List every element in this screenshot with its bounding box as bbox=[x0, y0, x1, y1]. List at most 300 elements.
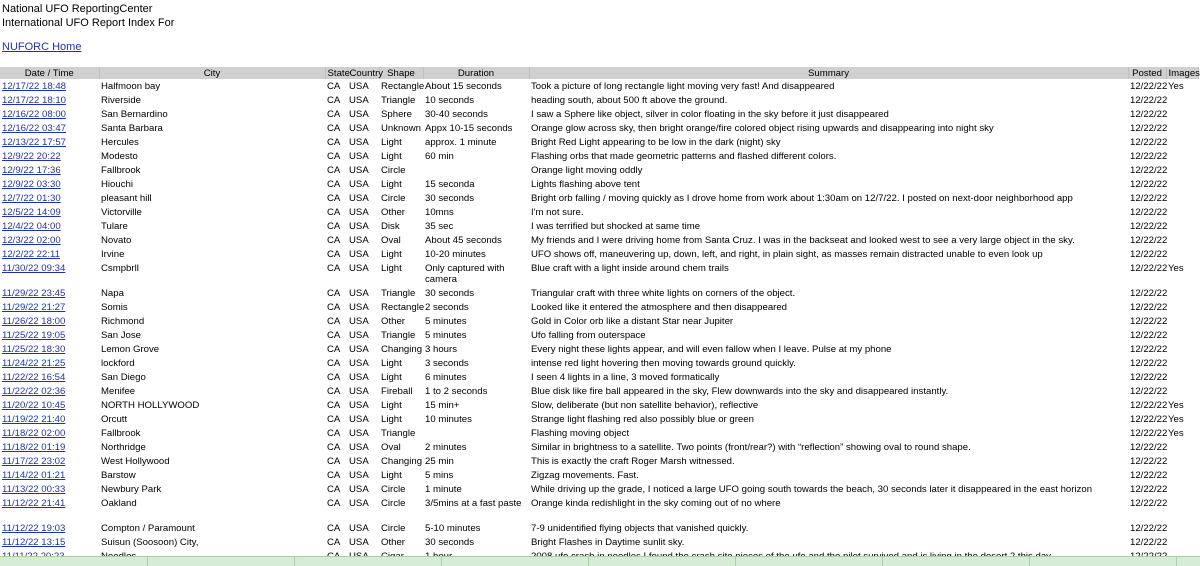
cell-summary: Orange glow across sky, then bright orange/fire colored object rising upwards and disappearing into night sky bbox=[531, 122, 994, 134]
cell-duration: Only captured with camera bbox=[425, 262, 505, 285]
report-date-link[interactable]: 11/22/22 16:54 bbox=[2, 371, 66, 383]
cell-country: USA bbox=[349, 483, 369, 495]
cell-images bbox=[1166, 496, 1198, 521]
cell-posted: 12/22/22 bbox=[1130, 343, 1168, 355]
cell-shape: Circle bbox=[381, 192, 406, 204]
cell-shape: Changing bbox=[381, 343, 423, 355]
report-date-link[interactable]: 11/25/22 19:05 bbox=[2, 329, 66, 341]
cell-summary: Lights flashing above tent bbox=[531, 178, 640, 190]
cell-images: Yes bbox=[1168, 427, 1184, 439]
cell-date bbox=[0, 356, 99, 370]
cell-state: CA bbox=[327, 497, 341, 509]
cell-shape: Rectangle bbox=[381, 80, 425, 92]
cell-summary: Triangular craft with three white lights on corners of the object. bbox=[531, 287, 796, 299]
cell-images bbox=[1166, 93, 1198, 107]
cell-posted: 12/22/22 bbox=[1130, 399, 1168, 411]
cell-city: Santa Barbara bbox=[101, 122, 163, 134]
cell-duration: 25 min bbox=[425, 455, 454, 467]
cell-summary: Orange light moving oddly bbox=[531, 164, 643, 176]
cell-posted: 12/22/22 bbox=[1130, 94, 1168, 106]
cell-country: USA bbox=[349, 220, 369, 232]
cell-posted: 12/22/22 bbox=[1130, 178, 1168, 190]
report-date-link[interactable]: 11/14/22 01:21 bbox=[2, 469, 66, 481]
cell-shape: Other bbox=[381, 315, 405, 327]
report-date-link[interactable]: 12/9/22 20:22 bbox=[2, 150, 61, 162]
report-date-link[interactable]: 12/13/22 17:57 bbox=[2, 136, 67, 148]
report-date-link[interactable]: 11/22/22 02:36 bbox=[2, 385, 66, 397]
cell-state: CA bbox=[327, 206, 341, 218]
cell-posted: 12/22/22 bbox=[1130, 80, 1168, 92]
cell-images bbox=[1166, 286, 1198, 300]
report-date-link[interactable]: 11/29/22 21:27 bbox=[2, 301, 66, 313]
cell-images bbox=[1166, 107, 1198, 121]
cell-state: CA bbox=[327, 315, 341, 327]
table-row bbox=[0, 384, 1198, 398]
cell-state: CA bbox=[327, 248, 341, 260]
report-date-link[interactable]: 11/12/22 21:41 bbox=[2, 497, 66, 509]
cell-city: San Diego bbox=[101, 371, 146, 383]
cell-summary: This is exactly the craft Roger Marsh witnessed. bbox=[531, 455, 735, 467]
cell-shape: Circle bbox=[381, 522, 406, 534]
table-row bbox=[0, 496, 1198, 521]
report-date-link[interactable]: 12/16/22 08:00 bbox=[2, 108, 67, 120]
col-header-city[interactable]: City bbox=[99, 67, 325, 79]
cell-date bbox=[0, 205, 99, 219]
cell-date bbox=[0, 412, 99, 426]
cell-country: USA bbox=[349, 136, 369, 148]
cell-state: CA bbox=[327, 80, 341, 92]
cell-shape: Light bbox=[381, 150, 402, 162]
cell-date bbox=[0, 300, 99, 314]
cell-images bbox=[1166, 521, 1198, 535]
cell-shape: Triangle bbox=[381, 287, 416, 299]
table-row bbox=[0, 426, 1198, 440]
cell-city: Hercules bbox=[101, 136, 139, 148]
cell-summary: My friends and I were driving home from Santa Cruz. I was in the backseat and looked west to see a very large object in the sky. bbox=[531, 234, 1075, 246]
cell-country: USA bbox=[349, 536, 369, 548]
cell-country: USA bbox=[349, 469, 369, 481]
cell-images bbox=[1166, 454, 1198, 468]
cell-shape: Other bbox=[381, 206, 405, 218]
cell-posted: 12/22/22 bbox=[1130, 455, 1168, 467]
cell-city: Victorville bbox=[101, 206, 142, 218]
cell-duration: 3 hours bbox=[425, 343, 457, 355]
report-date-link[interactable]: 12/16/22 03:47 bbox=[2, 122, 67, 134]
cell-posted: 12/22/22 bbox=[1130, 522, 1168, 534]
report-date-link[interactable]: 11/18/22 01:19 bbox=[2, 441, 66, 453]
report-date-link[interactable]: 12/5/22 14:09 bbox=[2, 206, 61, 218]
report-date-link[interactable]: 11/13/22 00:33 bbox=[2, 483, 66, 495]
cell-duration: 6 minutes bbox=[425, 371, 467, 383]
table-row bbox=[0, 412, 1198, 426]
nuforc-home-link[interactable]: NUFORC Home bbox=[2, 41, 82, 53]
table-row bbox=[0, 468, 1198, 482]
col-header-posted[interactable]: Posted bbox=[1128, 67, 1166, 79]
cell-shape: Triangle bbox=[381, 94, 416, 106]
cell-posted: 12/22/22 bbox=[1130, 483, 1168, 495]
cell-images bbox=[1166, 247, 1198, 261]
col-header-summary[interactable]: Summary bbox=[529, 67, 1128, 79]
cell-state: CA bbox=[327, 427, 341, 439]
table-row bbox=[0, 535, 1198, 549]
cell-shape: Other bbox=[381, 536, 405, 548]
cell-country: USA bbox=[349, 234, 369, 246]
cell-state: CA bbox=[327, 469, 341, 481]
cell-city: Fallbrook bbox=[101, 427, 141, 439]
cell-state: CA bbox=[327, 150, 341, 162]
cell-country: USA bbox=[349, 399, 369, 411]
cell-date bbox=[0, 384, 99, 398]
cell-shape: Changing bbox=[381, 455, 423, 467]
cell-shape: Light bbox=[381, 136, 402, 148]
cell-posted: 12/22/22 bbox=[1130, 150, 1168, 162]
cell-city: NORTH HOLLYWOOD bbox=[101, 399, 200, 411]
cell-date bbox=[0, 314, 99, 328]
col-header-country[interactable]: Country bbox=[347, 67, 379, 79]
cell-images bbox=[1166, 219, 1198, 233]
cell-country: USA bbox=[349, 206, 369, 218]
cell-posted: 12/22/22 bbox=[1130, 287, 1168, 299]
cell-country: USA bbox=[349, 301, 369, 313]
col-header-date[interactable]: Date / Time bbox=[0, 67, 99, 79]
cell-date bbox=[0, 342, 99, 356]
cell-state: CA bbox=[327, 220, 341, 232]
cell-duration: approx. 1 minute bbox=[425, 136, 497, 148]
cell-summary: Similar in brightness to a satellite. Two points (front/rear?) with “reflection” showing oval to round shape. bbox=[531, 441, 971, 453]
table-row bbox=[0, 219, 1198, 233]
cell-posted: 12/22/22 bbox=[1130, 206, 1168, 218]
report-date-link[interactable]: 11/12/22 13:15 bbox=[2, 536, 66, 548]
report-date-link[interactable]: 12/7/22 01:30 bbox=[2, 192, 61, 204]
cell-posted: 12/22/22 bbox=[1130, 108, 1168, 120]
report-date-link[interactable]: 11/26/22 18:00 bbox=[2, 315, 66, 327]
cell-images bbox=[1166, 356, 1198, 370]
cell-shape: Light bbox=[381, 248, 402, 260]
cell-images: Yes bbox=[1168, 80, 1184, 92]
cell-shape: Oval bbox=[381, 234, 401, 246]
cell-date bbox=[0, 135, 99, 149]
header-subtitle: International UFO Report Index For bbox=[2, 17, 175, 29]
cell-shape: Light bbox=[381, 469, 402, 481]
cell-city: Menifee bbox=[101, 385, 136, 397]
report-date-link[interactable]: 12/9/22 17:36 bbox=[2, 164, 61, 176]
cell-duration: 30 seconds bbox=[425, 192, 475, 204]
cell-summary: UFO shows off, maneuvering up, down, left, and right, in plain sight, as masses remain distracted unable to even look up bbox=[531, 248, 1043, 260]
table-row bbox=[0, 107, 1198, 121]
cell-duration: 10 minutes bbox=[425, 413, 472, 425]
cell-summary: Bright Red Light appearing to be low in the dark (night) sky bbox=[531, 136, 781, 148]
table-row bbox=[0, 482, 1198, 496]
cell-summary: Zigzag movements. Fast. bbox=[531, 469, 639, 481]
cell-posted: 12/22/22 bbox=[1130, 371, 1168, 383]
cell-state: CA bbox=[327, 441, 341, 453]
cell-state: CA bbox=[327, 108, 341, 120]
cell-city: Tulare bbox=[101, 220, 128, 232]
cell-city: Richmond bbox=[101, 315, 145, 327]
cell-country: USA bbox=[349, 80, 369, 92]
cell-images bbox=[1166, 177, 1198, 191]
cell-images bbox=[1166, 535, 1198, 549]
table-row bbox=[0, 233, 1198, 247]
cell-posted: 12/22/22 bbox=[1130, 192, 1168, 204]
report-date-link[interactable]: 11/19/22 21:40 bbox=[2, 413, 66, 425]
cell-shape: Rectangle bbox=[381, 301, 425, 313]
cell-images bbox=[1166, 191, 1198, 205]
cell-city: Somis bbox=[101, 301, 128, 313]
report-date-link[interactable]: 11/17/22 23:02 bbox=[2, 455, 66, 467]
cell-date bbox=[0, 482, 99, 496]
cell-posted: 12/22/22 bbox=[1130, 301, 1168, 313]
report-date-link[interactable]: 12/3/22 02:00 bbox=[2, 234, 61, 246]
cell-country: USA bbox=[349, 343, 369, 355]
cell-shape: Unknown bbox=[381, 122, 421, 134]
cell-duration: 3 seconds bbox=[425, 357, 469, 369]
cell-posted: 12/22/22 bbox=[1130, 315, 1168, 327]
cell-state: CA bbox=[327, 178, 341, 190]
report-date-link[interactable]: 12/2/22 22:11 bbox=[2, 248, 60, 260]
cell-city: Novato bbox=[101, 234, 132, 246]
cell-country: USA bbox=[349, 192, 369, 204]
cell-posted: 12/22/22 bbox=[1130, 136, 1168, 148]
cell-posted: 12/22/22 bbox=[1130, 357, 1168, 369]
cell-posted: 12/22/22 bbox=[1130, 441, 1168, 453]
report-date-link[interactable]: 11/18/22 02:00 bbox=[2, 427, 66, 439]
cell-duration: 1 to 2 seconds bbox=[425, 385, 488, 397]
report-date-link[interactable]: 11/20/22 10:45 bbox=[2, 399, 66, 411]
cell-posted: 12/22/22 bbox=[1130, 385, 1168, 397]
cell-date bbox=[0, 233, 99, 247]
cell-city: Newbury Park bbox=[101, 483, 162, 495]
cell-state: CA bbox=[327, 136, 341, 148]
cell-duration: 5 minutes bbox=[425, 329, 467, 341]
cell-shape: Sphere bbox=[381, 108, 412, 120]
page-header bbox=[2, 2, 174, 30]
table-row bbox=[0, 328, 1198, 342]
cell-country: USA bbox=[349, 315, 369, 327]
cell-city: Halfmoon bay bbox=[101, 80, 161, 92]
cell-country: USA bbox=[349, 522, 369, 534]
table-row bbox=[0, 454, 1198, 468]
report-date-link[interactable]: 11/25/22 18:30 bbox=[2, 343, 66, 355]
cell-summary: Flashing orbs that made geometric patterns and flashed different colors. bbox=[531, 150, 837, 162]
cell-shape: Light bbox=[381, 262, 402, 274]
cell-summary: Looked like it entered the atmosphere and then disappeared bbox=[531, 301, 788, 313]
cell-date bbox=[0, 149, 99, 163]
cell-country: USA bbox=[349, 427, 369, 439]
report-date-link[interactable]: 12/4/22 04:00 bbox=[2, 220, 61, 232]
col-header-state[interactable]: State bbox=[325, 67, 347, 79]
cell-city: San Jose bbox=[101, 329, 142, 341]
cell-shape: Light bbox=[381, 357, 402, 369]
table-header-row bbox=[0, 67, 1198, 79]
cell-country: USA bbox=[349, 455, 369, 467]
cell-shape: Light bbox=[381, 413, 402, 425]
table-row bbox=[0, 261, 1198, 286]
cell-shape: Triangle bbox=[381, 329, 416, 341]
cell-summary: 7-9 unidentified flying objects that vanished quickly. bbox=[531, 522, 749, 534]
cell-summary: I seen 4 lights in a line, 3 moved formatically bbox=[531, 371, 720, 383]
cell-date bbox=[0, 191, 99, 205]
report-date-link[interactable]: 11/12/22 19:03 bbox=[2, 522, 66, 534]
table-row bbox=[0, 93, 1198, 107]
cell-state: CA bbox=[327, 287, 341, 299]
cell-duration: About 15 seconds bbox=[425, 80, 502, 92]
cell-state: CA bbox=[327, 343, 341, 355]
table-row bbox=[0, 398, 1198, 412]
cell-summary: I was terrified but shocked at same time bbox=[531, 220, 701, 232]
cell-state: CA bbox=[327, 536, 341, 548]
cell-city: Riverside bbox=[101, 94, 141, 106]
report-date-link[interactable]: 12/17/22 18:10 bbox=[2, 94, 67, 106]
cell-date bbox=[0, 261, 99, 286]
cell-posted: 12/22/22 bbox=[1130, 262, 1168, 274]
cell-date bbox=[0, 454, 99, 468]
cell-country: USA bbox=[349, 248, 369, 260]
cell-date bbox=[0, 370, 99, 384]
cell-city: lockford bbox=[101, 357, 135, 369]
cell-city: pleasant hill bbox=[101, 192, 152, 204]
cell-images bbox=[1166, 370, 1198, 384]
cell-country: USA bbox=[349, 497, 369, 509]
cell-city: Modesto bbox=[101, 150, 138, 162]
cell-city: Fallbrook bbox=[101, 164, 141, 176]
cell-state: CA bbox=[327, 329, 341, 341]
cell-posted: 12/22/22 bbox=[1130, 469, 1168, 481]
table-row bbox=[0, 135, 1198, 149]
report-date-link[interactable]: 11/30/22 09:34 bbox=[2, 262, 66, 274]
cell-state: CA bbox=[327, 192, 341, 204]
cell-images bbox=[1166, 342, 1198, 356]
table-row bbox=[0, 440, 1198, 454]
cell-images bbox=[1166, 121, 1198, 135]
cell-duration: 30 seconds bbox=[425, 536, 475, 548]
cell-date bbox=[0, 398, 99, 412]
table-row bbox=[0, 356, 1198, 370]
cell-duration: 2 minutes bbox=[425, 441, 467, 453]
cell-country: USA bbox=[349, 150, 369, 162]
cell-country: USA bbox=[349, 287, 369, 299]
cell-summary: Blue disk like fire ball appeared in the sky, Flew downwards into the sky and disappeared instantly. bbox=[531, 385, 949, 397]
table-row bbox=[0, 300, 1198, 314]
cell-posted: 12/22/22 bbox=[1130, 497, 1168, 509]
cell-shape: Oval bbox=[381, 441, 401, 453]
cell-images bbox=[1166, 205, 1198, 219]
table-row bbox=[0, 286, 1198, 300]
cell-duration: 2 seconds bbox=[425, 301, 469, 313]
cell-summary: I saw a Sphere like object, silver in color floating in the sky before it just disappeared bbox=[531, 108, 889, 120]
cell-posted: 12/22/22 bbox=[1130, 248, 1168, 260]
cell-summary: Strange light flashing red also possibly blue or green bbox=[531, 413, 754, 425]
cell-shape: Circle bbox=[381, 497, 406, 509]
col-header-images[interactable]: Images bbox=[1166, 67, 1198, 79]
cell-posted: 12/22/22 bbox=[1130, 413, 1168, 425]
horizontal-scrollbar[interactable] bbox=[0, 556, 1200, 566]
cell-images bbox=[1166, 314, 1198, 328]
cell-state: CA bbox=[327, 413, 341, 425]
report-date-link[interactable]: 12/9/22 03:30 bbox=[2, 178, 61, 190]
cell-summary: intense red light hovering then moving towards ground quickly. bbox=[531, 357, 796, 369]
cell-shape: Disk bbox=[381, 220, 400, 232]
cell-country: USA bbox=[349, 164, 369, 176]
cell-images bbox=[1166, 440, 1198, 454]
cell-duration bbox=[423, 163, 529, 177]
cell-state: CA bbox=[327, 301, 341, 313]
cell-city: Napa bbox=[101, 287, 124, 299]
cell-images bbox=[1166, 328, 1198, 342]
cell-date bbox=[0, 286, 99, 300]
cell-summary: Every night these lights appear, and will even fallow when I leave. Pulse at my phone bbox=[531, 343, 892, 355]
cell-duration: Appx 10-15 seconds bbox=[425, 122, 513, 134]
cell-shape: Circle bbox=[381, 483, 406, 495]
cell-images: Yes bbox=[1168, 262, 1184, 274]
cell-date bbox=[0, 247, 99, 261]
cell-city: Csmpbrll bbox=[101, 262, 139, 274]
cell-date bbox=[0, 468, 99, 482]
cell-summary: Took a picture of long rectangle light moving very fast! And disappeared bbox=[531, 80, 835, 92]
cell-city: Northridge bbox=[101, 441, 146, 453]
table-row bbox=[0, 79, 1198, 93]
cell-images bbox=[1166, 300, 1198, 314]
table-row bbox=[0, 314, 1198, 328]
cell-city: Barstow bbox=[101, 469, 136, 481]
cell-images bbox=[1166, 149, 1198, 163]
cell-date bbox=[0, 521, 99, 535]
cell-images bbox=[1166, 135, 1198, 149]
report-date-link[interactable]: 12/17/22 18:48 bbox=[2, 80, 67, 92]
cell-images: Yes bbox=[1168, 413, 1184, 425]
table-row bbox=[0, 149, 1198, 163]
cell-duration: About 45 seconds bbox=[425, 234, 502, 246]
cell-duration: 60 min bbox=[425, 150, 454, 162]
cell-country: USA bbox=[349, 262, 369, 274]
cell-images bbox=[1166, 468, 1198, 482]
cell-country: USA bbox=[349, 441, 369, 453]
cell-country: USA bbox=[349, 413, 369, 425]
cell-images bbox=[1166, 233, 1198, 247]
cell-date bbox=[0, 535, 99, 549]
report-date-link[interactable]: 11/29/22 23:45 bbox=[2, 287, 66, 299]
cell-images bbox=[1166, 384, 1198, 398]
col-header-duration[interactable]: Duration bbox=[423, 67, 529, 79]
cell-state: CA bbox=[327, 164, 341, 176]
cell-duration: 30-40 seconds bbox=[425, 108, 488, 120]
cell-shape: Light bbox=[381, 371, 402, 383]
table-row bbox=[0, 521, 1198, 535]
cell-city: Compton / Paramount bbox=[101, 522, 195, 534]
cell-posted: 12/22/22 bbox=[1130, 164, 1168, 176]
table-body bbox=[0, 79, 1198, 563]
cell-posted: 12/22/22 bbox=[1130, 427, 1168, 439]
cell-duration: 5 minutes bbox=[425, 315, 467, 327]
cell-state: CA bbox=[327, 122, 341, 134]
cell-duration: 15 min+ bbox=[425, 399, 460, 411]
cell-summary: Bright Flashes in Daytime sunlit sky. bbox=[531, 536, 685, 548]
cell-summary: Ufo falling from outerspace bbox=[531, 329, 646, 341]
report-date-link[interactable]: 11/24/22 21:25 bbox=[2, 357, 66, 369]
cell-state: CA bbox=[327, 371, 341, 383]
col-header-shape[interactable]: Shape bbox=[379, 67, 423, 79]
cell-city: Lemon Grove bbox=[101, 343, 160, 355]
cell-duration: 5-10 minutes bbox=[425, 522, 481, 534]
cell-city: Oakland bbox=[101, 497, 137, 509]
cell-images bbox=[1166, 482, 1198, 496]
cell-posted: 12/22/22 bbox=[1130, 122, 1168, 134]
cell-duration: 15 seconda bbox=[425, 178, 475, 190]
cell-shape: Triangle bbox=[381, 427, 416, 439]
cell-shape: Light bbox=[381, 399, 402, 411]
cell-posted: 12/22/22 bbox=[1130, 220, 1168, 232]
cell-date bbox=[0, 440, 99, 454]
